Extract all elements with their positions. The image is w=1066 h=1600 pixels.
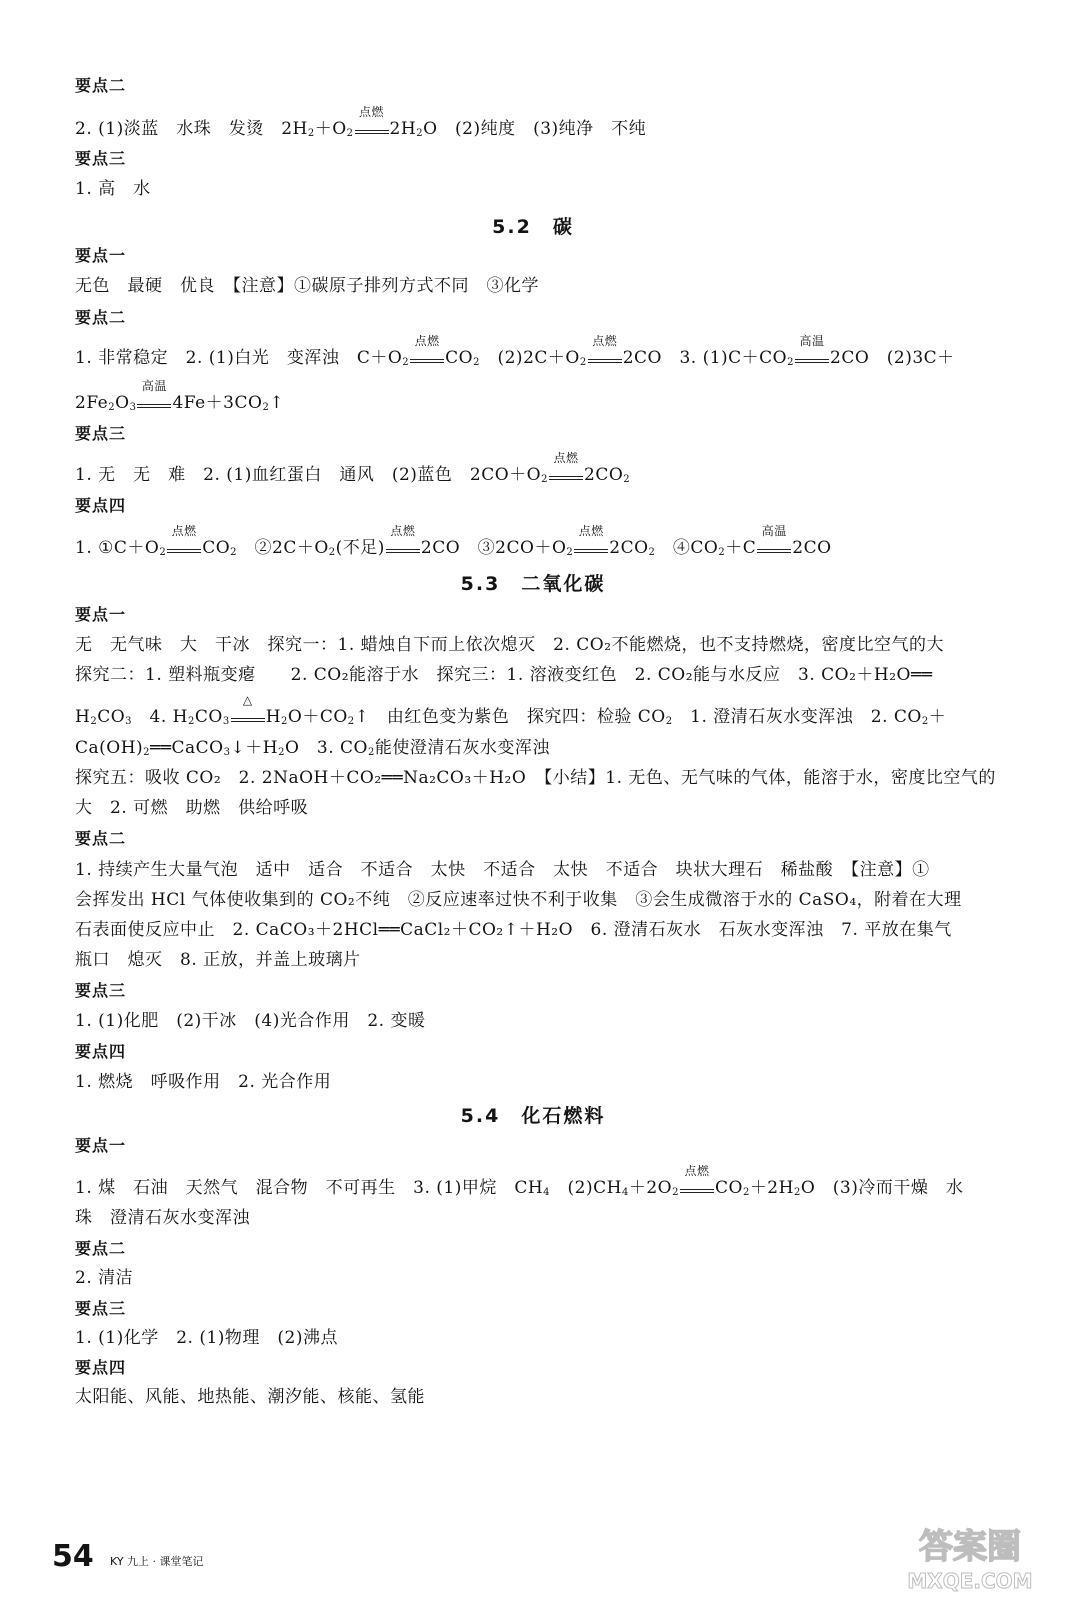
reaction-arrow: 点燃 [386, 540, 420, 553]
reaction-arrow: 高温 [137, 395, 171, 408]
answer-line: 瓶口 熄灭 8. 正放，并盖上玻璃片 [75, 950, 361, 970]
heading-keypoint-4: 要点四 [75, 496, 127, 515]
answer-line: 1. (1)化肥 (2)干冰 (4)光合作用 2. 变暖 [75, 1011, 426, 1031]
answer-line: 2. (1)淡蓝 水珠 发烫 $2H_2+O_2$ 点燃 $2H_2O$ (2)纯度 (3)纯净 不纯 [75, 105, 647, 139]
reaction-arrow: 点燃 [410, 350, 444, 363]
heading-keypoint-4: 要点四 [75, 1358, 127, 1377]
answer-line: $H_2CO_3$ 4. $H_2CO_3$ △ $H_2O+CO_2↑$ 由红色变为紫色 探究四：检验 $CO_2$ 1. 澄清石灰水变浑浊 2. $CO_2+$ [75, 693, 947, 727]
reaction-arrow: 点燃 [167, 540, 201, 553]
heading-keypoint-3: 要点三 [75, 1299, 127, 1318]
heading-keypoint-2: 要点二 [75, 1239, 127, 1258]
answer-line: $2Fe_2O_3$ 高温 $4Fe+3CO_2↑$ [75, 379, 285, 413]
page-number: 54 [52, 1539, 94, 1574]
heading-keypoint-3: 要点三 [75, 424, 127, 443]
reaction-arrow: 高温 [757, 540, 791, 553]
answer-line: 1. 高 水 [75, 179, 151, 199]
answer-line: 1. 煤 石油 天然气 混合物 不可再生 3. (1)甲烷 $CH_4$ $(2)CH_4+2O_2$ 点燃 $CO_2+2H_2O$ (3)冷而干燥 水 [75, 1164, 964, 1198]
heading-keypoint-1: 要点一 [75, 1136, 127, 1155]
heading-keypoint-1: 要点一 [75, 605, 127, 624]
reaction-arrow: △ [231, 709, 265, 722]
heading-keypoint-1: 要点一 [75, 246, 127, 265]
heading-keypoint-3: 要点三 [75, 149, 127, 168]
reaction-arrow: 点燃 [574, 540, 608, 553]
answer-line: 1. 持续产生大量气泡 适中 适合 不适合 太快 不适合 太快 不适合 块状大理石 稀盐酸 【注意】① [75, 860, 930, 880]
watermark-logo [880, 1520, 1060, 1595]
answer-line: 珠 澄清石灰水变浑浊 [75, 1208, 250, 1228]
answer-line: 无色 最硬 优良 【注意】①碳原子排列方式不同 ③化学 [75, 276, 539, 296]
answer-line: 2. 清洁 [75, 1268, 134, 1288]
reaction-arrow: 点燃 [680, 1180, 714, 1193]
heading-keypoint-4: 要点四 [75, 1042, 127, 1061]
answer-line: 石表面使反应中止 2. CaCO₃＋2HCl══CaCl₂＋CO₂↑＋H₂O 6. 澄清石灰水 石灰水变浑浊 7. 平放在集气 [75, 920, 952, 940]
section-title-5-4: 5.4 化石燃料 [460, 1105, 606, 1127]
reaction-arrow: 点燃 [549, 467, 583, 480]
heading-keypoint-2: 要点二 [75, 76, 127, 95]
answer-line: 探究五：吸收 CO₂ 2. 2NaOH＋CO₂══Na₂CO₃＋H₂O 【小结】1. 无色、无气味的气体，能溶于水，密度比空气的 [75, 768, 996, 788]
answer-line: $Ca(OH)_2══CaCO_3↓+H_2O$ 3. $CO_2$能使澄清石灰水变浑浊 [75, 738, 550, 758]
answer-line: 1. $①C+O_2$ 点燃 $CO_2$ $②2C+O_2$(不足) 点燃 2CO $③2CO+O_2$ 点燃 $2CO_2$ $④CO_2+C$ 高温 2CO [75, 524, 832, 558]
answer-line: 会挥发出 HCl 气体使收集到的 CO₂不纯 ②反应速率过快不利于收集 ③会生成微溶于水的 CaSO₄，附着在大理 [75, 890, 962, 910]
heading-keypoint-2: 要点二 [75, 829, 127, 848]
answer-line: 太阳能、风能、地热能、潮汐能、核能、氢能 [75, 1387, 425, 1407]
reaction-arrow: 高温 [795, 350, 829, 363]
watermark-url: MXQE.COM [907, 1569, 1033, 1593]
answer-line: 探究二：1. 塑料瓶变瘪 2. CO₂能溶于水 探究三：1. 溶液变红色 2. CO₂能与水反应 3. CO₂＋H₂O══ [75, 665, 933, 685]
answer-line: 无 无气味 大 干冰 探究一：1. 蜡烛自下而上依次熄灭 2. CO₂不能燃烧，也不支持燃烧，密度比空气的大 [75, 635, 945, 655]
answer-line: 大 2. 可燃 助燃 供给呼吸 [75, 798, 309, 818]
section-title-5-2: 5.2 碳 [492, 216, 574, 238]
footer-text: KY 九上 · 课堂笔记 [110, 1555, 204, 1568]
watermark-text: 答案圈 [919, 1527, 1021, 1567]
answer-line: 1. 无 无 难 2. (1)血红蛋白 通风 (2)蓝色 $2CO+O_2$ 点燃 $2CO_2$ [75, 451, 631, 485]
answer-line: 1. (1)化学 2. (1)物理 (2)沸点 [75, 1328, 338, 1348]
reaction-arrow: 点燃 [588, 350, 622, 363]
section-title-5-3: 5.3 二氧化碳 [460, 573, 606, 595]
answer-line: 1. 非常稳定 2. (1)白光 变浑浊 $C+O_2$ 点燃 $CO_2$ $(2)2C+O_2$ 点燃 2CO 3. $(1)C+CO_2$ 高温 2CO (2)3C＋ [75, 334, 955, 368]
reaction-arrow: 点燃 [355, 121, 389, 134]
answer-line: 1. 燃烧 呼吸作用 2. 光合作用 [75, 1072, 332, 1092]
heading-keypoint-3: 要点三 [75, 981, 127, 1000]
heading-keypoint-2: 要点二 [75, 308, 127, 327]
